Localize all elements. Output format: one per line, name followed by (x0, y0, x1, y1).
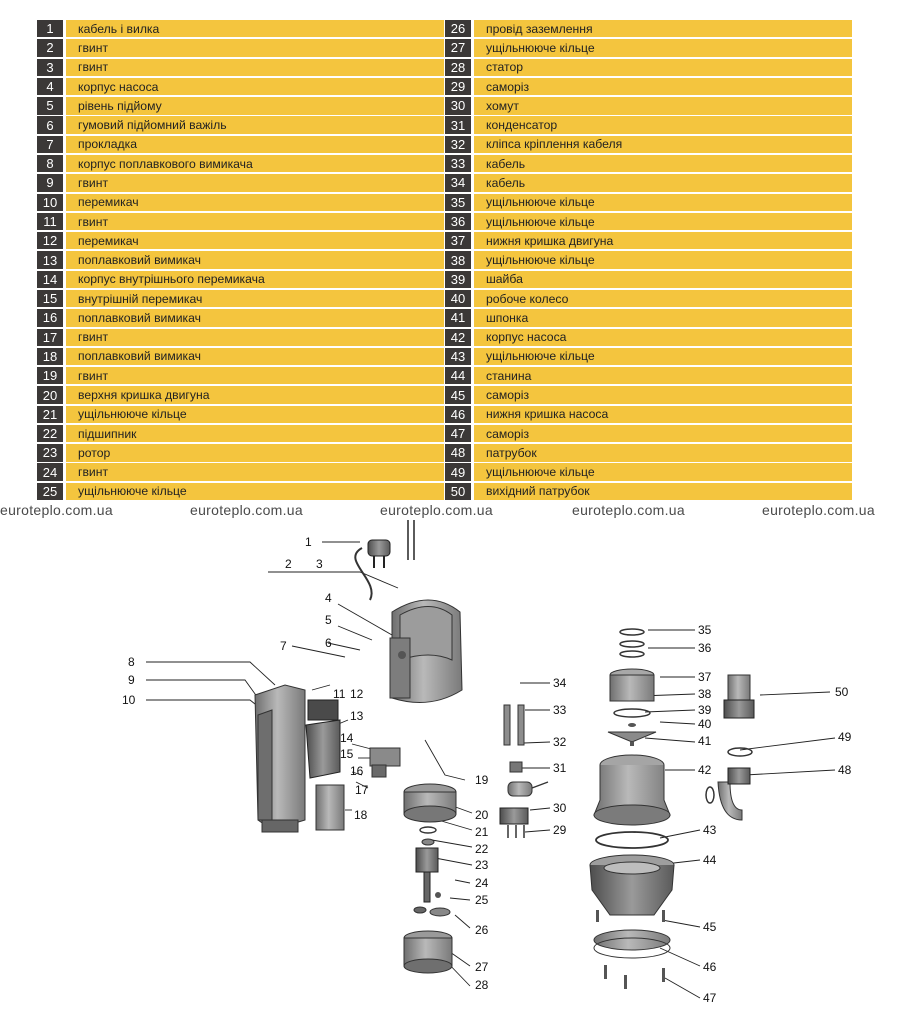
part-label: поплавковий вимикач (66, 309, 444, 326)
part-label: прокладка (66, 136, 444, 153)
part-label: провід заземлення (474, 20, 852, 37)
svg-text:35: 35 (698, 623, 712, 637)
part-number: 31 (445, 116, 471, 133)
part-label: статор (474, 59, 852, 76)
part-label: шайба (474, 271, 852, 288)
part-number: 42 (445, 329, 471, 346)
part-number: 41 (445, 309, 471, 326)
svg-text:4: 4 (325, 591, 332, 605)
part-label: патрубок (474, 444, 852, 461)
svg-text:40: 40 (698, 717, 712, 731)
svg-text:27: 27 (475, 960, 489, 974)
table-row (37, 174, 444, 191)
part-label: гвинт (66, 329, 444, 346)
part-label: гвинт (66, 463, 444, 480)
outlet-fittings (706, 675, 754, 820)
part-label: внутрішній перемикач (66, 290, 444, 307)
table-row (37, 367, 444, 384)
part-label: саморіз (474, 386, 852, 403)
svg-text:26: 26 (475, 923, 489, 937)
part-number: 43 (445, 348, 471, 365)
svg-text:49: 49 (838, 730, 852, 744)
table-row (37, 116, 444, 133)
table-row (37, 155, 444, 172)
part-number: 37 (445, 232, 471, 249)
part-label: конденсатор (474, 116, 852, 133)
part-number: 18 (37, 348, 63, 365)
part-label: гвинт (66, 174, 444, 191)
svg-text:39: 39 (698, 703, 712, 717)
part-label: підшипник (66, 425, 444, 442)
svg-text:28: 28 (475, 978, 489, 992)
svg-text:37: 37 (698, 670, 712, 684)
svg-text:25: 25 (475, 893, 489, 907)
table-row (37, 97, 444, 114)
part-number: 32 (445, 136, 471, 153)
part-number: 30 (445, 97, 471, 114)
part-number: 28 (445, 59, 471, 76)
part-number: 14 (37, 271, 63, 288)
part-number: 27 (445, 39, 471, 56)
svg-text:20: 20 (475, 808, 489, 822)
table-row (445, 406, 852, 423)
part-label: корпус внутрішнього перемикача (66, 271, 444, 288)
svg-text:9: 9 (128, 673, 135, 687)
svg-text:14: 14 (340, 731, 354, 745)
part-number: 48 (445, 444, 471, 461)
part-label: хомут (474, 97, 852, 114)
part-number: 3 (37, 59, 63, 76)
svg-text:47: 47 (703, 991, 717, 1005)
svg-text:1: 1 (305, 535, 312, 549)
svg-text:31: 31 (553, 761, 567, 775)
part-number: 45 (445, 386, 471, 403)
part-label: ущільнююче кільце (474, 39, 852, 56)
part-number: 50 (445, 483, 471, 500)
parts-column-right (445, 20, 852, 502)
watermark-text: euroteplo.com.ua (0, 502, 113, 518)
svg-text:32: 32 (553, 735, 567, 749)
table-row (445, 425, 852, 442)
part-label: гвинт (66, 39, 444, 56)
part-label: рівень підйому (66, 97, 444, 114)
table-row (445, 444, 852, 461)
table-row (445, 348, 852, 365)
table-row (37, 348, 444, 365)
part-label: перемикач (66, 232, 444, 249)
table-row (445, 463, 852, 480)
part-label: саморіз (474, 78, 852, 95)
part-label: робоче колесо (474, 290, 852, 307)
part-label: нижня кришка насоса (474, 406, 852, 423)
part-label: корпус насоса (66, 78, 444, 95)
part-label: станина (474, 367, 852, 384)
table-row (445, 194, 852, 211)
float-switch-housing (255, 685, 305, 832)
table-row (37, 232, 444, 249)
table-row (37, 290, 444, 307)
table-row (445, 39, 852, 56)
part-label: кабель (474, 174, 852, 191)
part-number: 39 (445, 271, 471, 288)
parts-column-left (37, 20, 444, 502)
part-number: 4 (37, 78, 63, 95)
svg-text:2: 2 (285, 557, 292, 571)
svg-text:22: 22 (475, 842, 489, 856)
svg-text:33: 33 (553, 703, 567, 717)
part-label: ущільнююче кільце (66, 406, 444, 423)
part-number: 20 (37, 386, 63, 403)
svg-text:50: 50 (835, 685, 849, 699)
pump-body-right (590, 629, 674, 989)
part-label: поплавковий вимикач (66, 251, 444, 268)
part-number: 11 (37, 213, 63, 230)
part-label: перемикач (66, 194, 444, 211)
part-number: 21 (37, 406, 63, 423)
part-number: 25 (37, 483, 63, 500)
part-number: 8 (37, 155, 63, 172)
table-row (445, 59, 852, 76)
part-label: шпонка (474, 309, 852, 326)
part-number: 34 (445, 174, 471, 191)
part-label: вихідний патрубок (474, 483, 852, 500)
part-number: 44 (445, 367, 471, 384)
svg-text:18: 18 (354, 808, 368, 822)
table-row (37, 386, 444, 403)
part-label: ущільнююче кільце (474, 348, 852, 365)
part-number: 49 (445, 463, 471, 480)
table-row (445, 97, 852, 114)
part-number: 12 (37, 232, 63, 249)
part-label: корпус насоса (474, 329, 852, 346)
table-row (37, 483, 444, 500)
table-row (445, 290, 852, 307)
table-row (37, 20, 444, 37)
exploded-view-diagram (0, 520, 909, 1024)
table-row (445, 78, 852, 95)
svg-text:48: 48 (838, 763, 852, 777)
table-row (37, 136, 444, 153)
capacitor-and-cables (500, 705, 548, 838)
table-row (445, 213, 852, 230)
svg-text:5: 5 (325, 613, 332, 627)
svg-text:44: 44 (703, 853, 717, 867)
part-label: ущільнююче кільце (474, 194, 852, 211)
part-label: верхня кришка двигуна (66, 386, 444, 403)
table-row (445, 116, 852, 133)
svg-text:24: 24 (475, 876, 489, 890)
motor-parts (404, 784, 456, 973)
part-label: ротор (66, 444, 444, 461)
svg-text:23: 23 (475, 858, 489, 872)
watermark-text: euroteplo.com.ua (380, 502, 493, 518)
svg-text:10: 10 (122, 693, 136, 707)
part-label: гвинт (66, 213, 444, 230)
part-number: 46 (445, 406, 471, 423)
svg-text:30: 30 (553, 801, 567, 815)
part-label: ущільнююче кільце (474, 463, 852, 480)
svg-text:36: 36 (698, 641, 712, 655)
part-number: 38 (445, 251, 471, 268)
part-number: 7 (37, 136, 63, 153)
table-row (445, 136, 852, 153)
table-row (37, 213, 444, 230)
table-row (37, 406, 444, 423)
table-row (445, 20, 852, 37)
part-number: 40 (445, 290, 471, 307)
cable-and-plug (355, 520, 414, 600)
part-number: 35 (445, 194, 471, 211)
part-label: кабель (474, 155, 852, 172)
table-row (37, 329, 444, 346)
part-label: саморіз (474, 425, 852, 442)
watermark-text: euroteplo.com.ua (762, 502, 875, 518)
table-row (37, 194, 444, 211)
table-row (445, 386, 852, 403)
part-label: ущільнююче кільце (474, 251, 852, 268)
part-number: 47 (445, 425, 471, 442)
watermark-text: euroteplo.com.ua (190, 502, 303, 518)
table-row (37, 78, 444, 95)
svg-text:19: 19 (475, 773, 489, 787)
part-number: 22 (37, 425, 63, 442)
svg-text:8: 8 (128, 655, 135, 669)
part-label: кліпса кріплення кабеля (474, 136, 852, 153)
svg-text:11: 11 (333, 687, 346, 701)
table-row (445, 251, 852, 268)
part-number: 5 (37, 97, 63, 114)
part-number: 23 (37, 444, 63, 461)
svg-text:34: 34 (553, 676, 567, 690)
table-row (445, 271, 852, 288)
table-row (37, 39, 444, 56)
table-row (445, 329, 852, 346)
svg-text:13: 13 (350, 709, 364, 723)
table-row (445, 174, 852, 191)
part-number: 16 (37, 309, 63, 326)
pump-housing-top (390, 600, 462, 703)
part-number: 19 (37, 367, 63, 384)
part-number: 29 (445, 78, 471, 95)
part-number: 6 (37, 116, 63, 133)
svg-text:46: 46 (703, 960, 717, 974)
part-number: 1 (37, 20, 63, 37)
table-row (37, 271, 444, 288)
part-label: гумовий підйомний важіль (66, 116, 444, 133)
svg-text:42: 42 (698, 763, 712, 777)
table-row (37, 251, 444, 268)
part-number: 33 (445, 155, 471, 172)
svg-text:38: 38 (698, 687, 712, 701)
part-label: кабель і вилка (66, 20, 444, 37)
part-number: 15 (37, 290, 63, 307)
part-number: 26 (445, 20, 471, 37)
table-row (37, 309, 444, 326)
svg-text:45: 45 (703, 920, 717, 934)
svg-text:21: 21 (475, 825, 489, 839)
part-number: 9 (37, 174, 63, 191)
svg-text:12: 12 (350, 687, 364, 701)
svg-text:29: 29 (553, 823, 567, 837)
svg-text:7: 7 (280, 639, 287, 653)
table-row (445, 367, 852, 384)
part-label: ущільнююче кільце (66, 483, 444, 500)
part-label: ущільнююче кільце (474, 213, 852, 230)
table-row (445, 483, 852, 500)
table-row (37, 425, 444, 442)
watermark-strip (0, 502, 909, 520)
svg-text:15: 15 (340, 747, 354, 761)
part-label: поплавковий вимикач (66, 348, 444, 365)
part-label: гвинт (66, 367, 444, 384)
svg-text:41: 41 (698, 734, 712, 748)
part-number: 10 (37, 194, 63, 211)
part-number: 24 (37, 463, 63, 480)
table-row (445, 232, 852, 249)
table-row (37, 463, 444, 480)
svg-text:6: 6 (325, 636, 332, 650)
part-number: 36 (445, 213, 471, 230)
part-label: гвинт (66, 59, 444, 76)
table-row (445, 155, 852, 172)
part-label: нижня кришка двигуна (474, 232, 852, 249)
svg-text:16: 16 (350, 764, 364, 778)
part-label: корпус поплавкового вимикача (66, 155, 444, 172)
table-row (37, 444, 444, 461)
part-number: 17 (37, 329, 63, 346)
svg-text:17: 17 (355, 783, 369, 797)
svg-text:43: 43 (703, 823, 717, 837)
part-number: 2 (37, 39, 63, 56)
table-row (37, 59, 444, 76)
table-row (445, 309, 852, 326)
svg-text:3: 3 (316, 557, 323, 571)
part-number: 13 (37, 251, 63, 268)
watermark-text: euroteplo.com.ua (572, 502, 685, 518)
